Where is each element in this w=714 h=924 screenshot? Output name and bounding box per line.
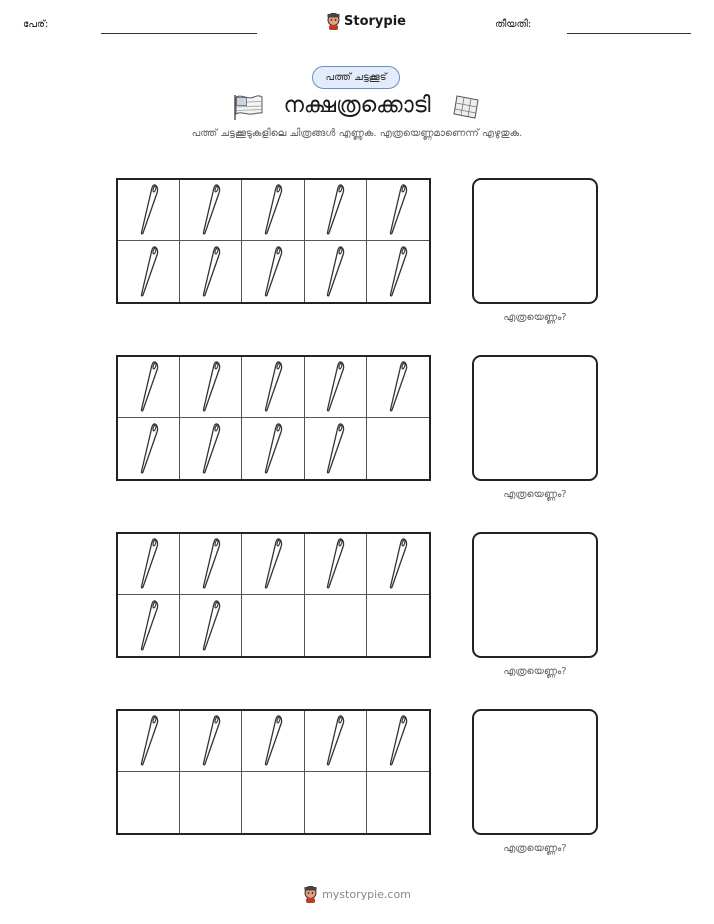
frame-cell [367,711,429,772]
name-label: പേര്: [23,19,49,30]
needle-icon [387,183,409,237]
needle-icon [262,537,284,591]
needle-icon [262,183,284,237]
needle-icon [262,360,284,414]
needle-icon [200,360,222,414]
needle-icon [324,245,346,299]
count-question: എത്രയെണ്ണം? [503,489,567,500]
frame-cell [305,534,367,595]
needle-icon [138,714,160,768]
instruction-text: പത്ത് ചട്ടക്കൂടുകളിലെ ചിത്രങ്ങൾ എണ്ണുക. എത്രയെണ്ണമാണെന്ന് എഴുതുക. [191,128,523,139]
frame-cell [118,241,180,302]
ten-frame [116,532,431,658]
brand-logo [326,13,406,30]
needle-icon [262,422,284,476]
frame-cell [367,357,429,418]
frame-cell [180,418,242,479]
count-question: എത്രയെണ്ണം? [503,312,567,323]
needle-icon [324,537,346,591]
needle-icon [200,714,222,768]
ten-frame [116,178,431,304]
frame-cell [367,418,429,479]
frame-cell [180,180,242,241]
needle-icon [387,360,409,414]
answer-box[interactable] [472,709,598,835]
date-label: തീയതി: [495,19,532,30]
mascot-icon [303,886,318,903]
frame-cell [367,534,429,595]
needle-icon [200,537,222,591]
frame-cell [118,595,180,656]
answer-box[interactable] [472,532,598,658]
needle-icon [262,714,284,768]
frame-cell [180,772,242,833]
needle-icon [324,714,346,768]
frame-cell [242,180,304,241]
mascot-icon [326,13,341,30]
needle-icon [324,183,346,237]
footer [0,886,714,903]
frame-cell [367,241,429,302]
frame-cell [305,595,367,656]
answer-box[interactable] [472,355,598,481]
needle-icon [262,245,284,299]
frame-cell [180,241,242,302]
needle-icon [324,422,346,476]
needle-icon [200,183,222,237]
needle-icon [138,599,160,653]
frame-cell [180,711,242,772]
frame-cell [305,711,367,772]
brand-name: Storypie [344,14,406,29]
frame-cell [242,534,304,595]
needle-icon [138,183,160,237]
frame-cell [118,418,180,479]
frame-cell [367,772,429,833]
needle-icon [387,537,409,591]
needle-icon [387,245,409,299]
ten-frame [116,355,431,481]
frame-cell [180,534,242,595]
footer-site: mystorypie.com [322,888,411,901]
frame-cell [305,357,367,418]
frame-cell [242,241,304,302]
needle-icon [387,714,409,768]
needle-icon [138,537,160,591]
frame-cell [242,711,304,772]
frame-cell [118,711,180,772]
needle-icon [138,360,160,414]
answer-box[interactable] [472,178,598,304]
needle-icon [200,599,222,653]
frame-cell [118,534,180,595]
frame-cell [305,180,367,241]
frame-cell [118,180,180,241]
frame-cell [242,418,304,479]
frame-cell [367,180,429,241]
topic-tag: പത്ത് ചട്ടക്കൂട് [312,66,400,89]
ten-frame [116,709,431,835]
frame-cell [242,595,304,656]
needle-icon [138,422,160,476]
frame-cell [242,772,304,833]
count-question: എത്രയെണ്ണം? [503,666,567,677]
worksheet-title: നക്ഷത്രക്കൊടി [283,93,431,118]
needle-icon [138,245,160,299]
count-question: എത്രയെണ്ണം? [503,843,567,854]
needle-icon [324,360,346,414]
frame-cell [118,357,180,418]
needle-icon [200,422,222,476]
frame-cell [180,595,242,656]
frame-cell [305,418,367,479]
frame-cell [118,772,180,833]
frame-cell [242,357,304,418]
frame-cell [305,772,367,833]
name-line[interactable] [101,33,257,34]
date-line[interactable] [567,33,691,34]
frame-cell [180,357,242,418]
frame-cell [367,595,429,656]
needle-icon [200,245,222,299]
frame-cell [305,241,367,302]
quilt-icon [451,93,481,121]
